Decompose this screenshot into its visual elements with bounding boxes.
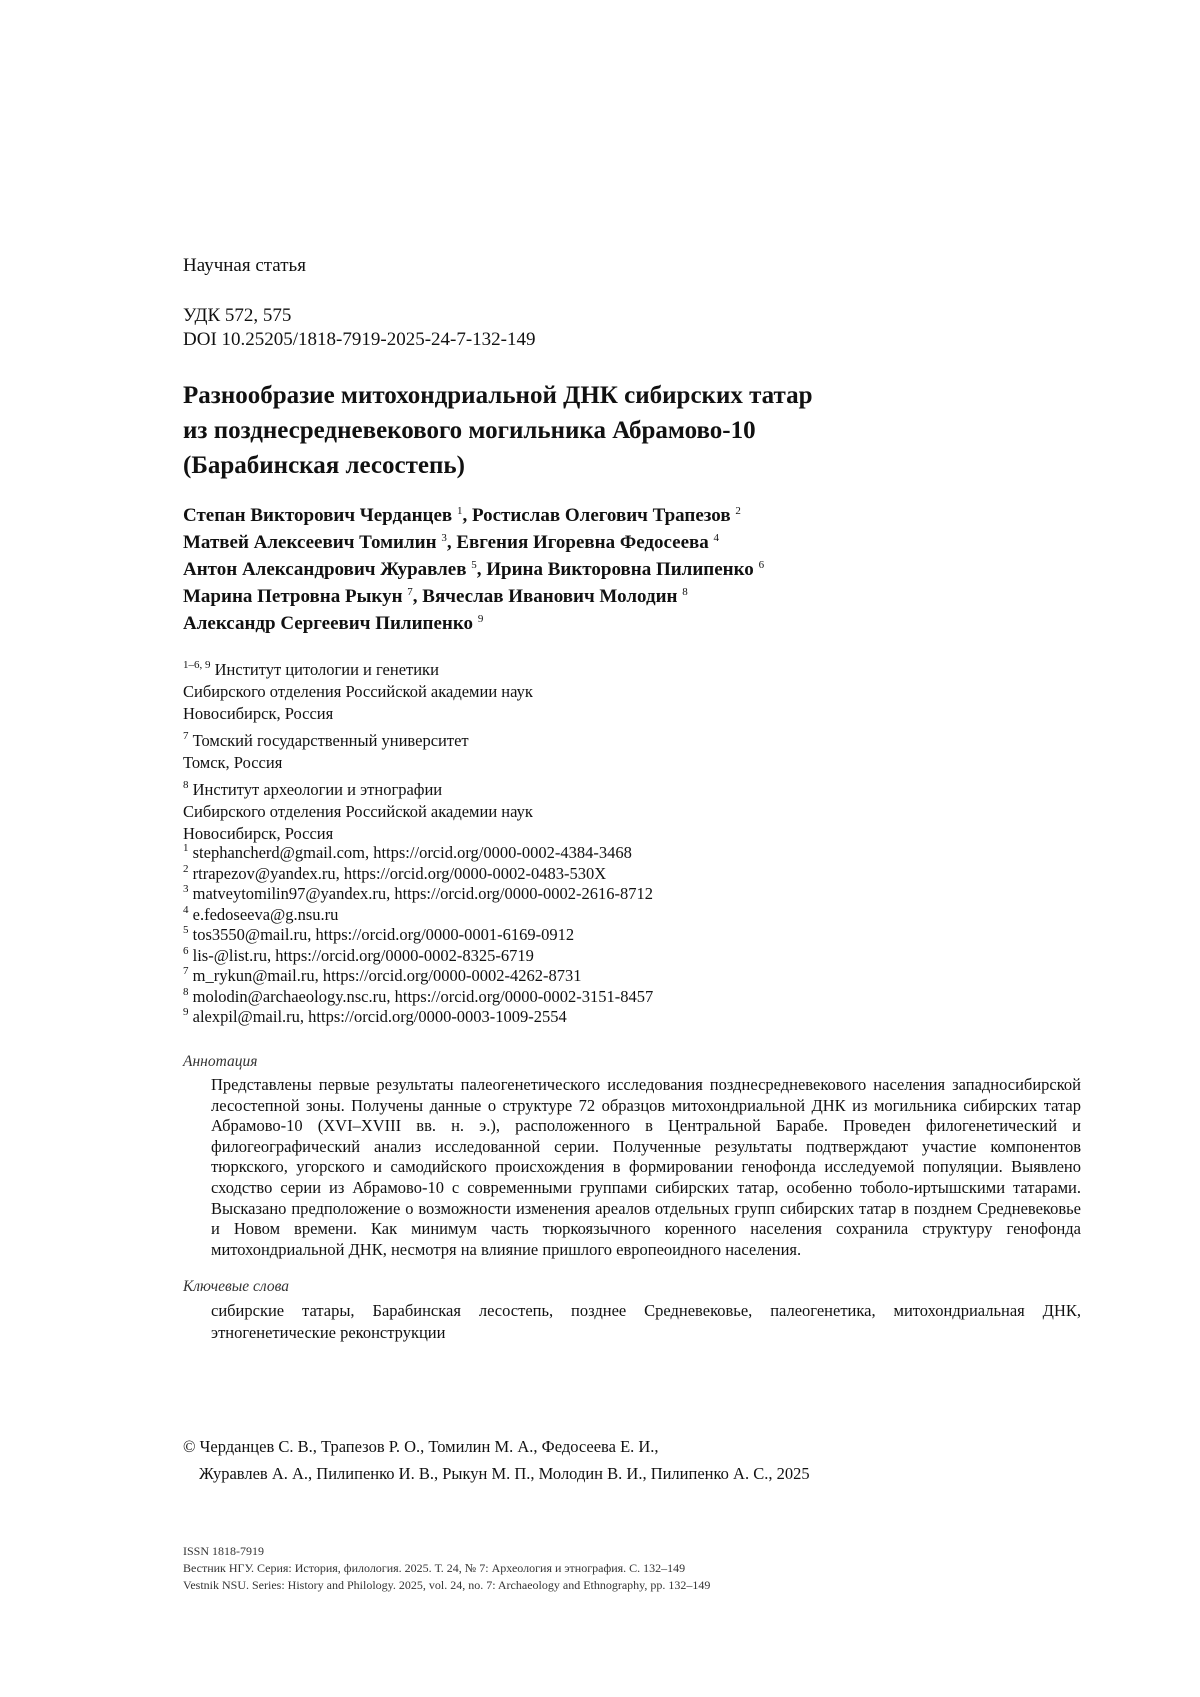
author-list [183, 502, 1083, 637]
journal-footer [183, 1543, 983, 1594]
keywords-label: Ключевые слова [183, 1278, 289, 1295]
affiliation-line: $^8$ Институт археологии и этнографии [183, 779, 443, 799]
citation-en: Vestnik NSU. Series: History and Philology. 2025, vol. 24, no. 7: Archaeology and Ethnography, pp. 132–149 [183, 1578, 711, 1592]
author-affiliation-ref: 8 [682, 586, 688, 598]
author-affiliation-ref: 4 [713, 532, 720, 544]
title-line: (Барабинская лесостепь) [183, 452, 465, 479]
contact-line: $^6$ lis-@list.ru, https://orcid.org/0000-0002-8325-6719 [183, 944, 534, 965]
contact-line: $^3$ matveytomilin97@yandex.ru, https://orcid.org/0000-0002-2616-8712 [183, 883, 653, 903]
affiliation-line: $^7$ Томский государственный университет [183, 730, 469, 750]
citation-ru: Вестник НГУ. Серия: История, филология. 2025. Т. 24, № 7: Археология и этнография. С. 132–149 [183, 1561, 686, 1575]
contact-link[interactable]: matveytomilin97@yandex.ru, https://orcid.org/0000-0002-2616-8712 [192, 884, 653, 903]
author-affiliation-ref: 9 [477, 613, 484, 625]
author-affiliation-ref: 5 [471, 559, 477, 571]
affiliation-line: Сибирского отделения Российской академии наук [183, 682, 533, 701]
affiliation-block [183, 659, 883, 845]
author-name: Марина Петровна Рыкун [183, 586, 403, 607]
title-line: из позднесредневекового могильника Абрамово-10 [183, 417, 756, 444]
contact-link[interactable]: stephancherd@gmail.com, https://orcid.org/0000-0002-4384-3468 [192, 843, 632, 862]
contact-line: $^7$ m_rykun@mail.ru, https://orcid.org/0000-0002-4262-8731 [183, 965, 582, 985]
issn: ISSN 1818-7919 [183, 1544, 265, 1558]
author-affiliation-ref: 2 [735, 505, 741, 517]
author-line: Марина Петровна Рыкун $^7$, Вячеслав Иванович Молодин $^8$ [183, 586, 688, 607]
contact-line: $^4$ e.fedoseeva@g.nsu.ru [183, 903, 339, 924]
contact-line: $^2$ rtrapezov@yandex.ru, https://orcid.org/0000-0002-0483-530X [183, 862, 607, 883]
affiliation-number: 1–6, 9 [183, 659, 211, 671]
author-name: Вячеслав Иванович Молодин [422, 586, 678, 607]
contact-link[interactable]: tos3550@mail.ru, https://orcid.org/0000-0001-6169-0912 [192, 925, 575, 944]
affiliation-line: Новосибирск, Россия [183, 704, 334, 723]
copyright-line: Журавлев А. А., Пилипенко И. В., Рыкун М. П., Молодин В. И., Пилипенко А. С., 2025 [199, 1464, 810, 1483]
article-title [183, 378, 1083, 483]
author-name: Матвей Алексеевич Томилин [183, 532, 437, 553]
affiliation-line: $^{1-6, 9}$ Институт цитологии и генетики [183, 659, 439, 679]
author-line [183, 610, 1083, 637]
contact-link[interactable]: rtrapezov@yandex.ru, https://orcid.org/0000-0002-0483-530X [192, 863, 607, 883]
affiliation-line: Сибирского отделения Российской академии наук [183, 802, 533, 821]
contact-link[interactable]: e.fedoseeva@g.nsu.ru [192, 904, 339, 924]
author-affiliation-ref: 6 [758, 559, 765, 571]
contact-line: $^1$ stephancherd@gmail.com, https://orcid.org/0000-0002-4384-3468 [183, 842, 632, 862]
contact-line: $^9$ alexpil@mail.ru, https://orcid.org/0000-0003-1009-2554 [183, 1006, 567, 1026]
author-contacts [183, 843, 983, 1028]
author-line: Антон Александрович Журавлев $^5$, Ирина Викторовна Пилипенко $^6$ [183, 559, 765, 580]
affiliation-line: Томск, Россия [183, 753, 283, 772]
title-line: Разнообразие митохондриальной ДНК сибирских татар [183, 382, 813, 409]
author-name: Степан Викторович Черданцев [183, 505, 453, 526]
contact-line: $^5$ tos3550@mail.ru, https://orcid.org/0000-0001-6169-0912 [183, 924, 575, 944]
keywords-text: сибирские татары, Барабинская лесостепь, позднее Средневековье, палеогенетика, митохондриальная ДНК, этногенетические реконструкции [211, 1301, 1081, 1342]
contact-link[interactable]: lis-@list.ru, https://orcid.org/0000-0002-8325-6719 [192, 945, 534, 965]
author-name: Ростислав Олегович Трапезов [471, 505, 731, 526]
contact-line: $^8$ molodin@archaeology.nsc.ru, https://orcid.org/0000-0002-3151-8457 [183, 985, 654, 1006]
contact-link[interactable]: m_rykun@mail.ru, https://orcid.org/0000-0002-4262-8731 [192, 966, 582, 985]
author-name: Александр Сергеевич Пилипенко [183, 613, 474, 634]
author-name: Ирина Викторовна Пилипенко [486, 559, 754, 580]
author-name: Евгения Игоревна Федосеева [456, 532, 709, 553]
copyright-line: © Черданцев С. В., Трапезов Р. О., Томилин М. А., Федосеева Е. И., [183, 1437, 659, 1456]
affiliation-number: 8 [183, 779, 189, 791]
affiliation-line: Новосибирск, Россия [183, 824, 334, 843]
contact-link[interactable]: alexpil@mail.ru, https://orcid.org/0000-0003-1009-2554 [192, 1007, 567, 1026]
contact-link[interactable]: molodin@archaeology.nsc.ru, https://orcid.org/0000-0002-3151-8457 [192, 986, 654, 1006]
abstract-label: Аннотация [183, 1053, 258, 1070]
author-line: Степан Викторович Черданцев $^1$, Ростислав Олегович Трапезов $^2$ [183, 505, 741, 526]
abstract-text: Представлены первые результаты палеогенетического исследования позднесредневекового населения западносибирской лесостепной зоны. Получены данные о структуре 72 образцов митохондриальной ДНК из могильника сибирских татар Абрамово-10 (XVI–XVIII вв. н. э.), расположенного в Центральной Барабе. Проведен филогенетический и филогеографический анализ исследованной серии. Полученные результаты подтверждают участие компонентов тюркского, угорского и самодийского происхождения в формировании генофонда исследуемой популяции. Выявлено сходство серии из Абрамово-10 с современными группами сибирских татар, особенно тоболо-иртышскими татарами. Высказано предположение о возможности изменения ареалов отдельных групп сибирских татар в позднем Средневековье и Новом времени. Как минимум часть тюркоязычного коренного населения сохранила структуру генофонда митохондриальной ДНК, несмотря на влияние пришлого европеоидного населения. [211, 1075, 1081, 1259]
affiliation-number: 7 [183, 730, 189, 742]
author-affiliation-ref: 1 [456, 505, 463, 517]
author-affiliation-ref: 3 [441, 532, 447, 544]
author-affiliation-ref: 7 [407, 586, 413, 598]
author-line: Матвей Алексеевич Томилин $^3$, Евгения Игоревна Федосеева $^4$ [183, 532, 720, 553]
doi: DOI 10.25205/1818-7919-2025-24-7-132-149 [183, 329, 536, 350]
article-type: Научная статья [183, 255, 306, 276]
author-name: Антон Александрович Журавлев [183, 559, 467, 580]
udc-code: УДК 572, 575 [183, 305, 292, 326]
